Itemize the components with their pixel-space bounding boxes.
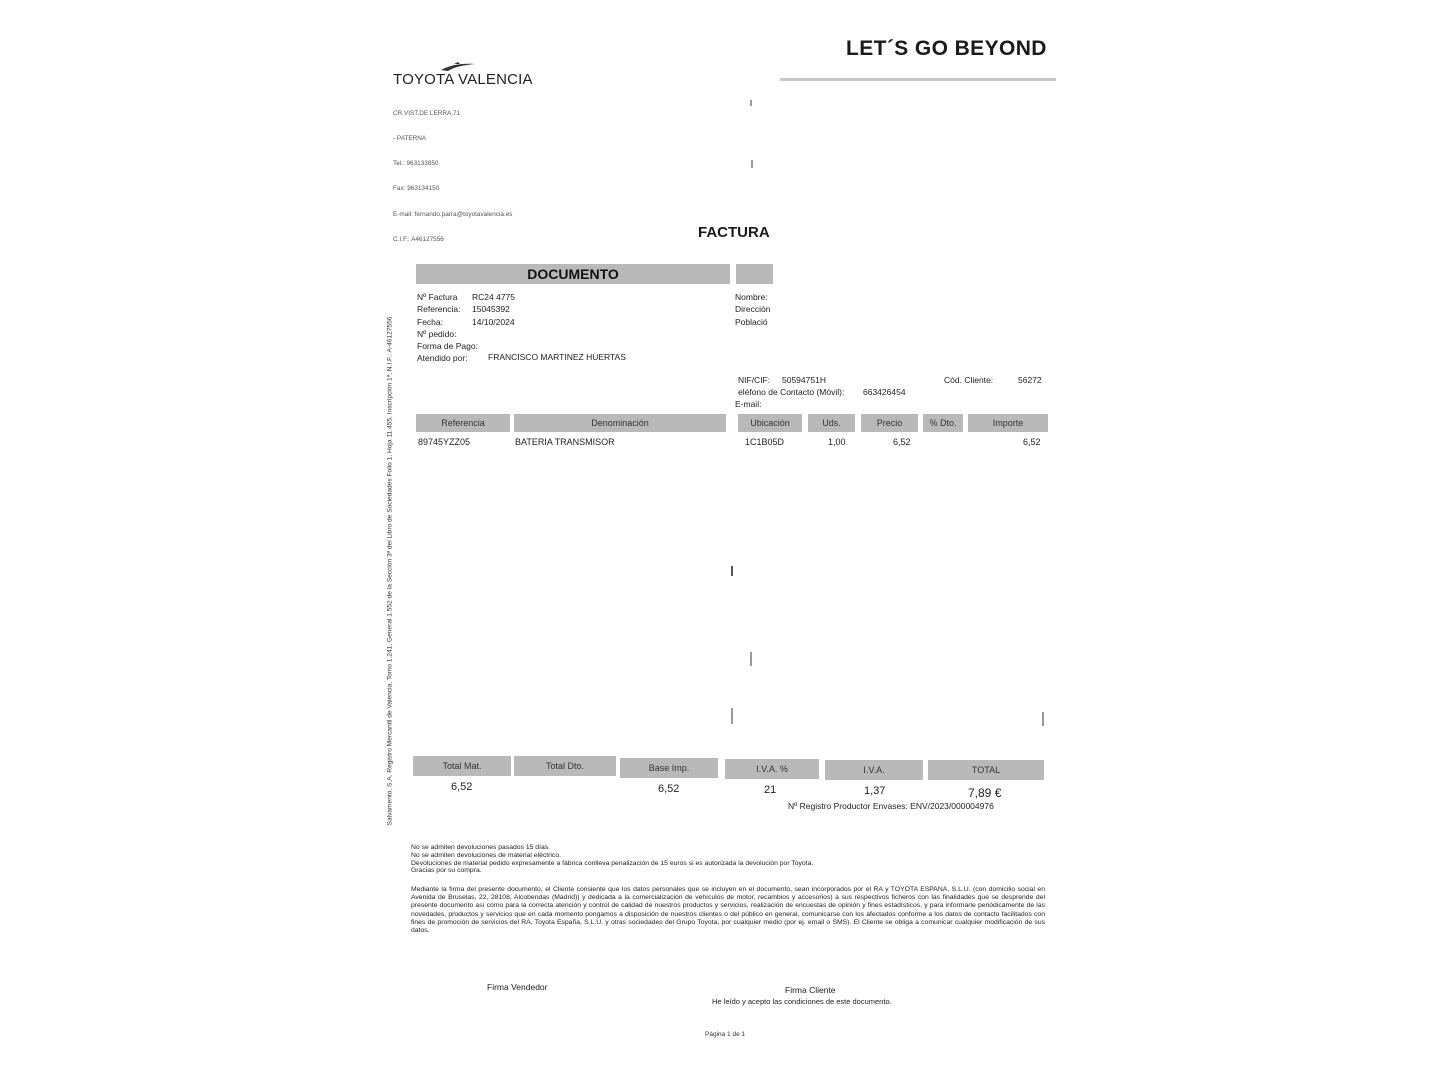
scan-mark — [750, 652, 752, 666]
slogan: LET´S GO BEYOND — [846, 37, 1047, 60]
address-line: E-mail: fernando.parra@toyotavalencia.es — [393, 210, 513, 218]
company-registry-vertical — [380, 296, 400, 846]
note-line: No se admiten devoluciones de material eléctrico. — [411, 851, 561, 859]
client-code-label: Cód. Cliente: — [944, 375, 994, 385]
client-acceptance-note: He leído y acepto las condiciones de este documento. — [712, 997, 892, 1006]
client-code-value: 56272 — [1018, 375, 1042, 385]
scan-mark — [731, 708, 733, 724]
line-precio: 6,52 — [893, 437, 911, 447]
note-line: Gracias por su compra. — [411, 867, 482, 875]
reference-label: Referencia: — [417, 304, 461, 315]
total-mat-value: 6,52 — [451, 781, 473, 793]
note-line: Devoluciones de material pedido expresamente a fábrica conlleva penalización de 15 euros si es autorizada la devolución por Toyota. — [411, 859, 814, 867]
client-labels — [735, 291, 770, 328]
reference-value: 15045392 — [472, 304, 510, 315]
order-number-label: Nº pedido: — [417, 328, 457, 339]
line-ubicacion: 1C1B05D — [745, 437, 785, 447]
col-header-denominacion: Denominación — [514, 414, 726, 432]
dealer-address — [393, 93, 512, 253]
slogan-divider — [780, 78, 1056, 81]
nif-label: NIF/CIF: — [738, 375, 771, 385]
payment-method-label: Forma de Pago: — [417, 341, 478, 352]
date-label: Fecha: — [417, 316, 443, 327]
totals-header-base-imp: Base Imp. — [620, 758, 718, 778]
totals-header-iva: I.V.A. — [825, 760, 923, 780]
scan-mark — [731, 566, 733, 576]
privacy-legal-text: Mediante la firma del presente documento, el Cliente consiente que los datos personales que se incluyen en el documento, sean incorporados por el RA y TOYOTA ESPAÑA, S.L.U. (con domicilio social en Avenida de Bruselas, 22, 28108, Alcobendas (Madrid)) y dedicada a la comercialización de vehículos de motor, recambios y accesorios) a sus respectivos ficheros con las finalidades que se desprende del presente documento así como para la correcta atención y control de calidad de nuestros productos y servicios, realización de encuestas de opinión y fines estadísticos, y para informarle periódicamente de las novedades, productos y servicios que en cada momento pongamos a disposición de nuestros clientes o del público en general, comunicarse con los afectados conforme a los datos de contacto facilitados con fines de promoción de servicios del RA, Toyota España, S.L.U. y otras sociedades del Grupo Toyota, por cualquier medio (por ej. email o SMS). El Cliente se obliga a comunicar cualquier modificación de sus datos. — [411, 886, 1045, 935]
base-imp-value: 6,52 — [658, 783, 680, 795]
col-header-dto: % Dto. — [923, 414, 963, 432]
document-values — [472, 291, 515, 328]
scan-mark — [751, 160, 753, 168]
scan-mark — [1042, 712, 1044, 726]
document-section-header: DOCUMENTO — [416, 264, 730, 284]
address-line: - PATERNA — [393, 135, 427, 143]
invoice-number-label: Nº Factura — [417, 292, 458, 302]
scan-mark — [750, 100, 752, 106]
client-signature-label: Firma Cliente — [785, 985, 836, 995]
col-header-ubicacion: Ubicación — [738, 414, 802, 432]
document-title: FACTURA — [698, 224, 770, 241]
line-denominacion: BATERIA TRANSMISOR — [515, 437, 615, 447]
attended-by-label: Atendido por: — [417, 353, 468, 364]
line-uds: 1,00 — [828, 437, 846, 447]
client-address-label: Dirección — [735, 304, 771, 315]
total-value: 7,89 € — [968, 786, 1002, 800]
totals-header-total: TOTAL — [928, 760, 1044, 780]
address-line: CR.VIST.DE LERRA,71 — [393, 109, 461, 117]
seller-signature-label: Firma Vendedor — [487, 982, 548, 992]
note-line: No se admiten devoluciones pasados 15 días. — [411, 844, 551, 851]
col-header-referencia: Referencia — [416, 414, 510, 432]
date-value: 14/10/2024 — [472, 316, 515, 327]
col-header-uds: Uds. — [808, 414, 855, 432]
totals-header-iva-pct: I.V.A. % — [725, 759, 819, 779]
client-town-label: Població — [735, 316, 768, 327]
line-referencia: 89745YZZ05 — [418, 437, 471, 447]
client-section-header — [736, 264, 773, 284]
invoice-number: RC24 4775 — [472, 292, 516, 302]
address-line: Fax: 963134150 — [393, 185, 440, 193]
totals-header-total-dto: Total Dto. — [514, 756, 616, 776]
packaging-registry: Nº Registro Productor Envases: ENV/2023/000004976 — [788, 801, 994, 811]
client-name-label: Nombre: — [735, 292, 768, 302]
nif-value: 50594751H — [782, 375, 826, 385]
address-line: C.I.F.: A46127556 — [393, 235, 444, 243]
iva-pct-value: 21 — [764, 784, 777, 796]
return-notes — [411, 844, 1045, 875]
line-importe: 6,52 — [1023, 437, 1041, 447]
attended-by-value: FRANCISCO MARTINEZ HUERTAS — [488, 352, 626, 362]
totals-header-total-mat: Total Mat. — [413, 756, 511, 776]
phone-label: eléfono de Contacto (Móvil): — [738, 387, 845, 397]
registry-text: Salvamento, S.A. Registro Mercantil de Valencia, Tomo 1.241, General 1.552 de la Sección 3ª del Libro de Sociedades Folio 1, Hoja 11.455, Inscripción 1ª, N.I.F.: A-46127556 — [386, 316, 394, 826]
email-label: E-mail: — [735, 399, 762, 409]
address-line: Tel.: 963133850 — [393, 160, 439, 168]
page-number: Página 1 de 1 — [705, 1031, 746, 1038]
iva-value: 1,37 — [864, 785, 886, 797]
col-header-precio: Precio — [861, 414, 918, 432]
brand-name: TOYOTA VALENCIA — [393, 71, 533, 88]
col-header-importe: Importe — [968, 414, 1048, 432]
document-labels — [417, 291, 478, 365]
phone-value: 663426454 — [863, 387, 906, 397]
